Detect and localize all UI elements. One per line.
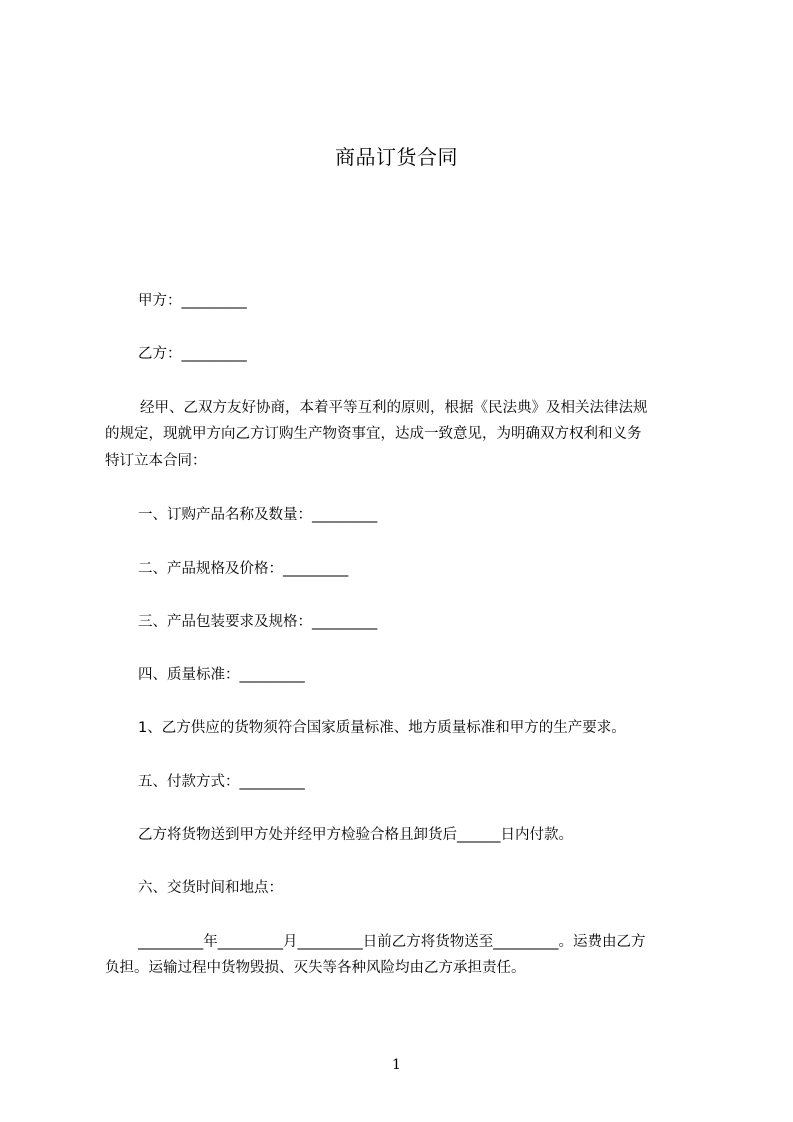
page-number: 1 <box>392 1057 401 1073</box>
section-5-text: 乙方将货物送到甲方处并经甲方检验合格且卸货后______日内付款。 <box>138 827 573 843</box>
section-2-heading: 二、产品规格及价格：_________ <box>138 561 349 577</box>
preamble-line-2: 的规定，现就甲方向乙方订购生产物资事宜，达成一致意见，为明确双方权利和义务 <box>105 426 642 442</box>
section-4-item-1: 1、乙方供应的货物须符合国家质量标准、地方质量标准和甲方的生产要求。 <box>138 720 626 736</box>
section-6-text-line-2: 负担。运输过程中货物毁损、灭失等各种风险均由乙方承担责任。 <box>105 960 526 976</box>
section-6-text-line-1: _________年_________月_________日前乙方将货物送至_________。运费由乙方 <box>138 934 646 950</box>
preamble-line-3: 特订立本合同： <box>105 453 207 469</box>
section-4-heading: 四、质量标准：_________ <box>138 667 305 683</box>
preamble-line-1: 经甲、乙双方友好协商，本着平等互利的原则，根据《民法典》及相关法律法规 <box>140 400 648 416</box>
section-6-heading: 六、交货时间和地点： <box>138 880 283 896</box>
party-b-line: 乙方：_________ <box>138 346 247 362</box>
section-5-heading: 五、付款方式：_________ <box>138 774 305 790</box>
document-title: 商品订货合同 <box>335 145 458 169</box>
section-3-heading: 三、产品包装要求及规格：_________ <box>138 614 378 630</box>
section-1-heading: 一、订购产品名称及数量：_________ <box>138 507 378 523</box>
party-a-line: 甲方：_________ <box>138 293 247 309</box>
